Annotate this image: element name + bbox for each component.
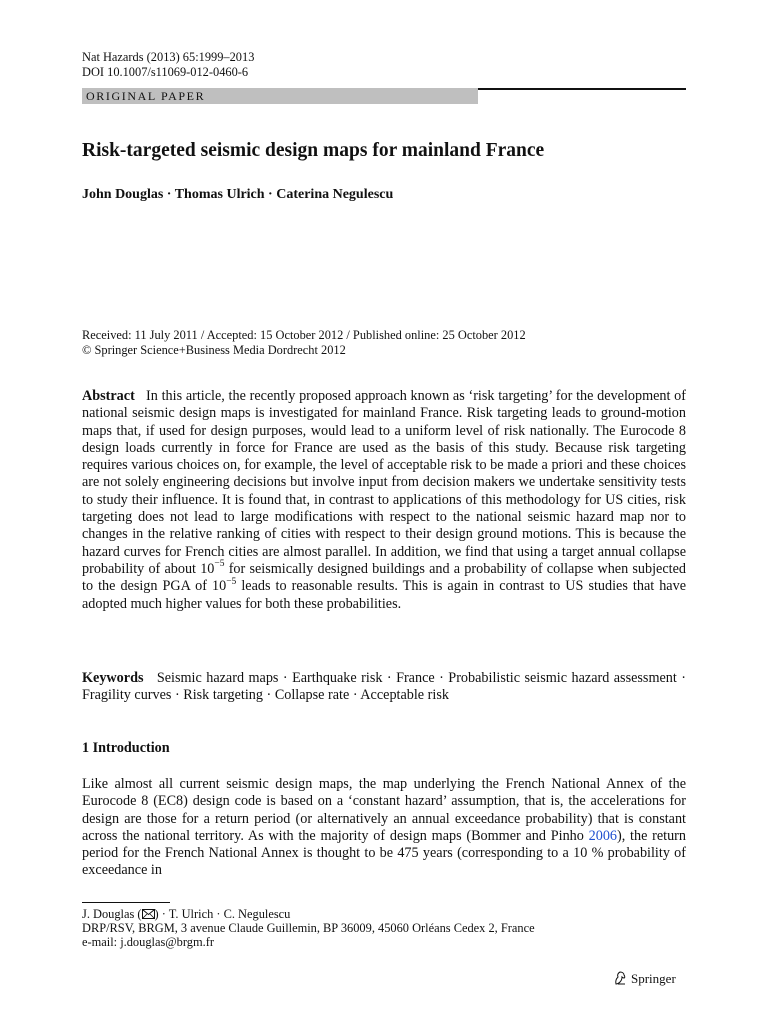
- footnote-author-text-2: ) · T. Ulrich · C. Negulescu: [154, 907, 291, 921]
- keywords-heading: Keywords: [82, 670, 144, 686]
- introduction-text-1: Like almost all current seismic design maps, the map underlying the French National Annex of the Eurocode 8 (EC8) design code is based on a ‘constant hazard’ assumption, that is, the accelerations for design are those for a return period (or alternatively an annual exceedance probability) that is constant across the national territory. As with the majority of design maps (Bommer and Pinho: [82, 776, 686, 844]
- introduction-text: [82, 776, 686, 880]
- section-label: ORIGINAL PAPER: [86, 89, 206, 103]
- springer-logo: [613, 971, 676, 987]
- authors: John Douglas · Thomas Ulrich · Caterina Negulescu: [82, 187, 394, 202]
- copyright: © Springer Science+Business Media Dordrecht 2012: [82, 343, 346, 357]
- footnote-address: DRP/RSV, BRGM, 3 avenue Claude Guillemin, BP 36009, 45060 Orléans Cedex 2, France: [82, 921, 535, 935]
- dates: Received: 11 July 2011 / Accepted: 15 October 2012 / Published online: 25 October 2012: [82, 328, 526, 342]
- abstract-heading: Abstract: [82, 388, 135, 404]
- doi: DOI 10.1007/s11069-012-0460-6: [82, 65, 249, 79]
- citation-link[interactable]: 2006: [588, 827, 617, 844]
- introduction-text-2: ), the return period for the French National Annex is thought to be 475 years (corresponding to a 10 % probability of exceedance in: [82, 827, 686, 879]
- footnote-author-text-1: J. Douglas (: [82, 907, 142, 921]
- publisher-name: Springer: [631, 971, 676, 986]
- abstract-text-3: leads to reasonable results. This is again in contrast to US studies that have adopted much higher values for both these probabilities.: [82, 578, 686, 612]
- abstract-text-1: In this article, the recently proposed approach known as ‘risk targeting’ for the development of national seismic design maps is investigated for mainland France. Risk targeting leads to ground-motion maps that, if used for design purposes, would lead to a uniform level of risk nationally. The Eurocode 8 design loads currently in force for France are used as the basis of this study. Because risk targeting requires various choices on, for example, the level of acceptable risk to be made a priori and these choices are not solely engineering decisions but involve input from decision makers we undertake sensitivity tests to study their influence. It is found that, in contrast to applications of this methodology for US cities, risk targeting does not lead to large modifications with respect to the national seismic hazard map nor to changes in the relative ranking of cities with respect to their design ground motions. This is because the hazard curves for French cities are almost parallel. In addition, we find that using a target annual collapse probability of about 10: [82, 388, 686, 577]
- abstract-text-2: for seismically designed buildings and a probability of collapse when subjected to the design PGA of 10: [82, 560, 686, 595]
- keywords-text: Seismic hazard maps · Earthquake risk · France · Probabilistic seismic hazard assessment · Fragility curves · Risk targeting · Collapse rate · Acceptable risk: [82, 670, 686, 704]
- abstract-exponent-1: −5: [214, 559, 225, 570]
- paper-title: Risk-targeted seismic design maps for mainland France: [82, 140, 545, 161]
- footnote-email: e-mail: j.douglas@brgm.fr: [82, 935, 214, 949]
- footnote-authors: [82, 907, 290, 922]
- springer-horse-icon: [613, 971, 627, 985]
- keywords: [82, 670, 686, 705]
- introduction-heading: 1 Introduction: [82, 740, 170, 756]
- footnote-rule: [82, 902, 170, 903]
- journal-citation: Nat Hazards (2013) 65:1999–2013: [82, 50, 255, 64]
- envelope-icon: [142, 908, 155, 918]
- abstract-exponent-2: −5: [226, 576, 237, 587]
- abstract: [82, 388, 686, 613]
